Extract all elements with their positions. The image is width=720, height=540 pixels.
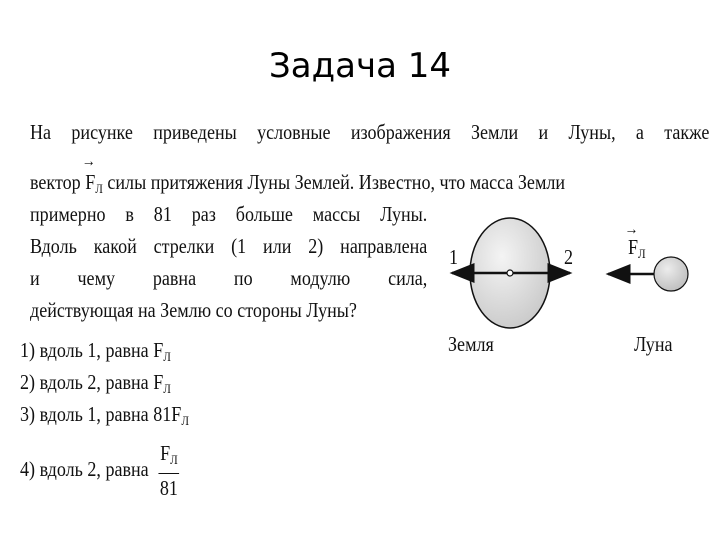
answer-option-2: 2) вдоль 2, равна $F_Л$ bbox=[20, 370, 171, 396]
earth-moon-figure bbox=[440, 205, 720, 365]
arrow-1-label: 1 bbox=[449, 245, 459, 269]
problem-line-4: Вдоль какой стрелки (1 или 2) направлена bbox=[30, 234, 428, 258]
moon-circle bbox=[654, 257, 688, 291]
force-vector-symbol: → $F_Л$ bbox=[81, 153, 103, 196]
problem-line-1: На рисунке приведены условные изображения Земли и Луны, а также bbox=[30, 120, 710, 144]
answer-option-3: 3) вдоль 1, равна $81F_Л$ bbox=[20, 402, 189, 428]
earth-label: Земля bbox=[448, 332, 494, 356]
arrow-2-label: 2 bbox=[564, 245, 574, 269]
answer-option-4: 4) вдоль 2, равна $\frac{F_Л}{81}$ bbox=[20, 441, 178, 500]
moon-label: Луна bbox=[634, 332, 673, 356]
problem-line-3: примерно в 81 раз больше массы Луны. bbox=[30, 202, 428, 226]
answer-option-1: 1) вдоль 1, равна $F_Л$ bbox=[20, 338, 171, 364]
problem-line-6: действующая на Землю со стороны Луны? bbox=[30, 298, 357, 322]
earth-center-dot bbox=[507, 270, 513, 276]
fraction-f-over-81: $\frac{F_Л}{81}$ bbox=[159, 441, 178, 500]
moon-force-label: → $F_Л$ bbox=[624, 221, 646, 261]
problem-line-2: вектор → $F_Л$ силы притяжения Луны Землей. Известно, что масса Земли bbox=[30, 167, 565, 204]
slide-title: Задача 14 bbox=[269, 46, 451, 86]
problem-line-5: и чему равна по модулю сила, bbox=[30, 266, 428, 290]
